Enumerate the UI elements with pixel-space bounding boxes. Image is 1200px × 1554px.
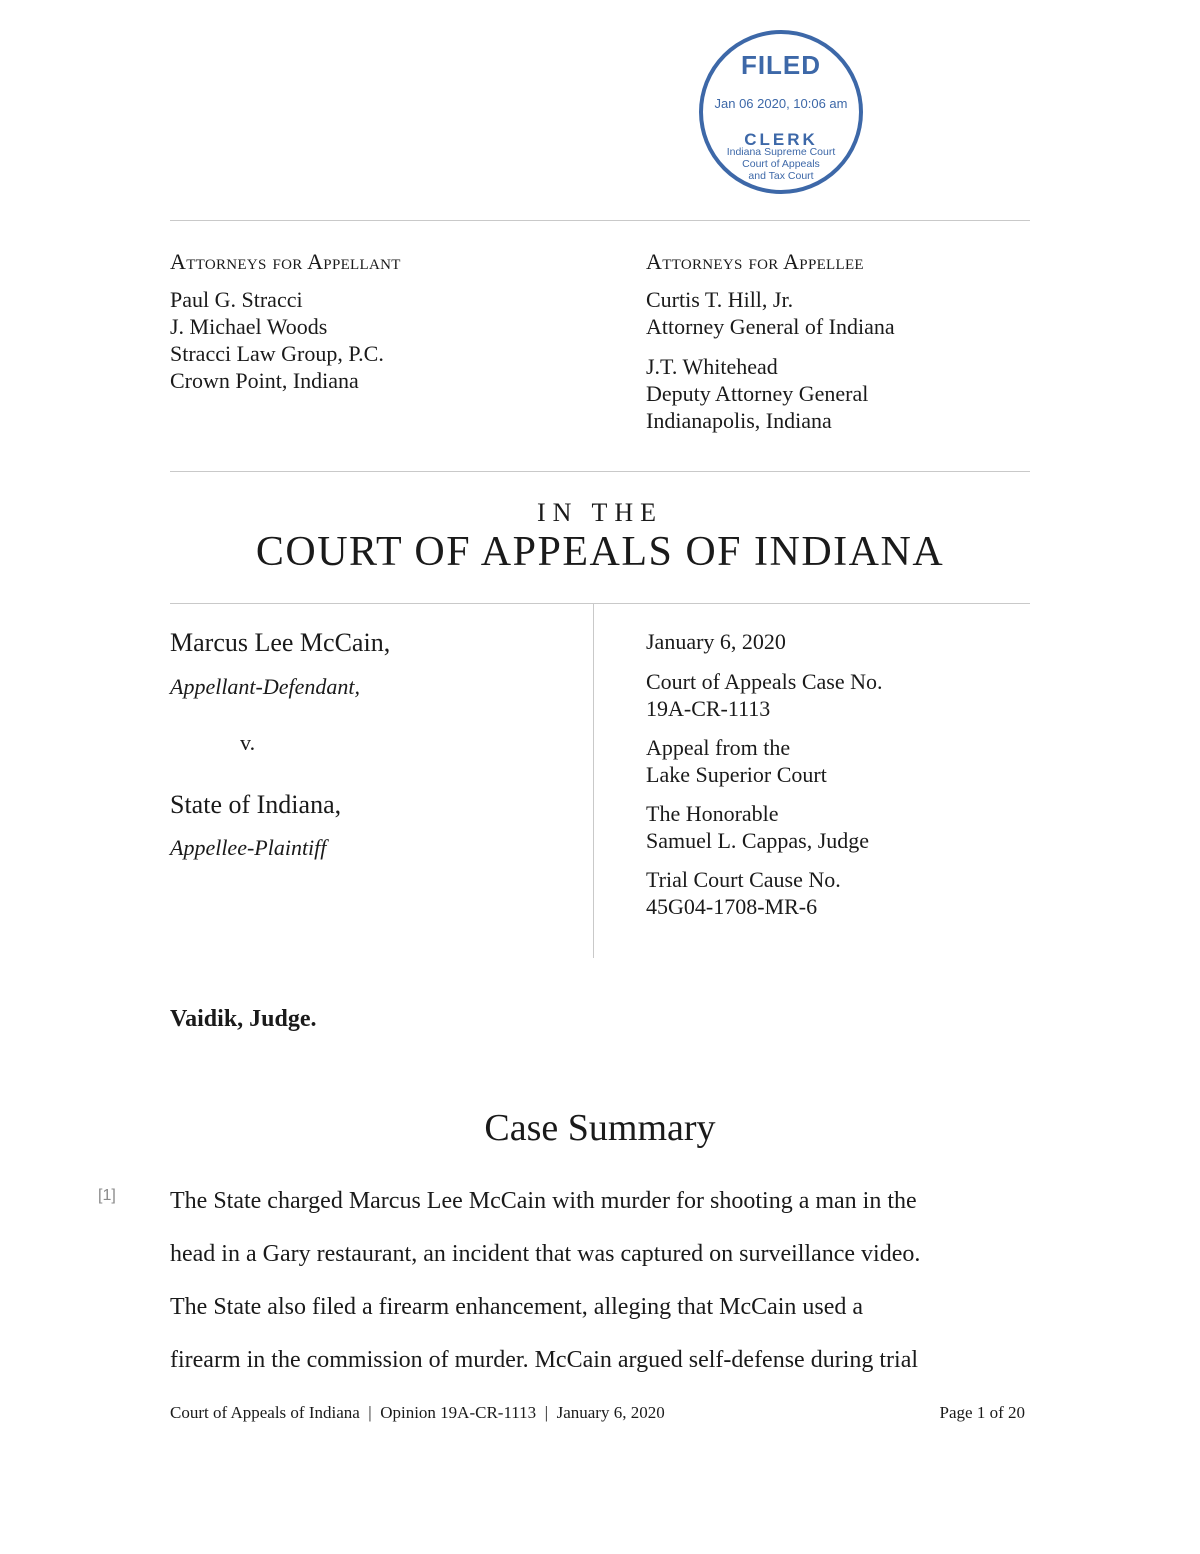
section-heading: Case Summary [484,1107,716,1149]
footer-citation: Court of Appeals of Indiana | Opinion 19A-CR-1113 | January 6, 2020 [170,1403,665,1422]
caption-vertical-divider [593,604,594,958]
appellant-name: Marcus Lee McCain, [170,628,391,657]
paragraph-line: firearm in the commission of murder. McCain argued self-defense during trial [170,1347,919,1373]
paragraph-line: The State charged Marcus Lee McCain with murder for shooting a man in the [170,1188,917,1214]
case-number [646,668,882,722]
stamp-court-line: and Tax Court [748,170,814,182]
attorney-line: J.T. Whitehead [646,354,778,379]
appellee-attorneys-group-1 [646,286,895,340]
attorney-line: J. Michael Woods [170,314,328,339]
appellant-attorneys-heading: Attorneys for Appellant [170,249,401,274]
trial-cause-label: Trial Court Cause No. [646,867,841,892]
stamp-title: FILED [740,50,822,80]
divider-top [170,220,1030,221]
attorney-line: Stracci Law Group, P.C. [170,341,384,366]
attorney-line: Curtis T. Hill, Jr. [646,287,794,312]
paragraph-text [170,1175,1030,1387]
case-number-label: Court of Appeals Case No. [646,669,883,694]
appellee-role: Appellee-Plaintiff [170,835,327,860]
appellee-name: State of Indiana, [170,790,342,819]
court-name: COURT OF APPEALS OF INDIANA [255,529,945,575]
paragraph-line: head in a Gary restaurant, an incident that was captured on surveillance video. [170,1241,921,1267]
appeal-from-label: Appeal from the [646,735,791,760]
stamp-datetime: Jan 06 2020, 10:06 am [714,96,848,111]
divider-caption [170,603,1030,604]
appeal-from-court: Lake Superior Court [646,762,827,787]
footer-page-number: Page 1 of 20 [939,1403,1025,1422]
appellee-attorneys-heading: Attorneys for Appellee [646,249,864,274]
stamp-court-line: Indiana Supreme Court [726,146,836,158]
divider-middle [170,471,1030,472]
attorney-line: Paul G. Stracci [170,287,303,312]
attorney-line: Crown Point, Indiana [170,368,359,393]
paragraph-number: [1] [98,1187,116,1204]
attorney-line: Deputy Attorney General [646,381,869,406]
trial-judge [646,800,869,854]
stamp-court-line: Court of Appeals [742,158,820,170]
opinion-author: Vaidik, Judge. [170,1006,317,1032]
paragraph-line: The State also filed a firearm enhancement, alleging that McCain used a [170,1294,864,1320]
attorney-line: Indianapolis, Indiana [646,408,832,433]
trial-judge-label: The Honorable [646,801,779,826]
stamp-office: CLERK [744,130,818,149]
trial-cause [646,866,841,920]
case-number-value: 19A-CR-1113 [646,696,771,721]
stamp-court-lines [703,146,859,182]
filed-stamp [699,30,863,194]
court-prefix: IN THE [536,498,663,527]
trial-judge-name: Samuel L. Cappas, Judge [646,828,870,853]
trial-cause-value: 45G04-1708-MR-6 [646,894,818,919]
appeal-from [646,734,827,788]
attorney-line: Attorney General of Indiana [646,314,895,339]
versus: v. [240,730,256,755]
appellant-attorneys [170,286,384,394]
decision-date-text: January 6, 2020 [646,629,786,654]
appellee-attorneys-group-2 [646,353,868,434]
decision-date [646,628,786,655]
appellant-role: Appellant-Defendant, [170,674,361,699]
